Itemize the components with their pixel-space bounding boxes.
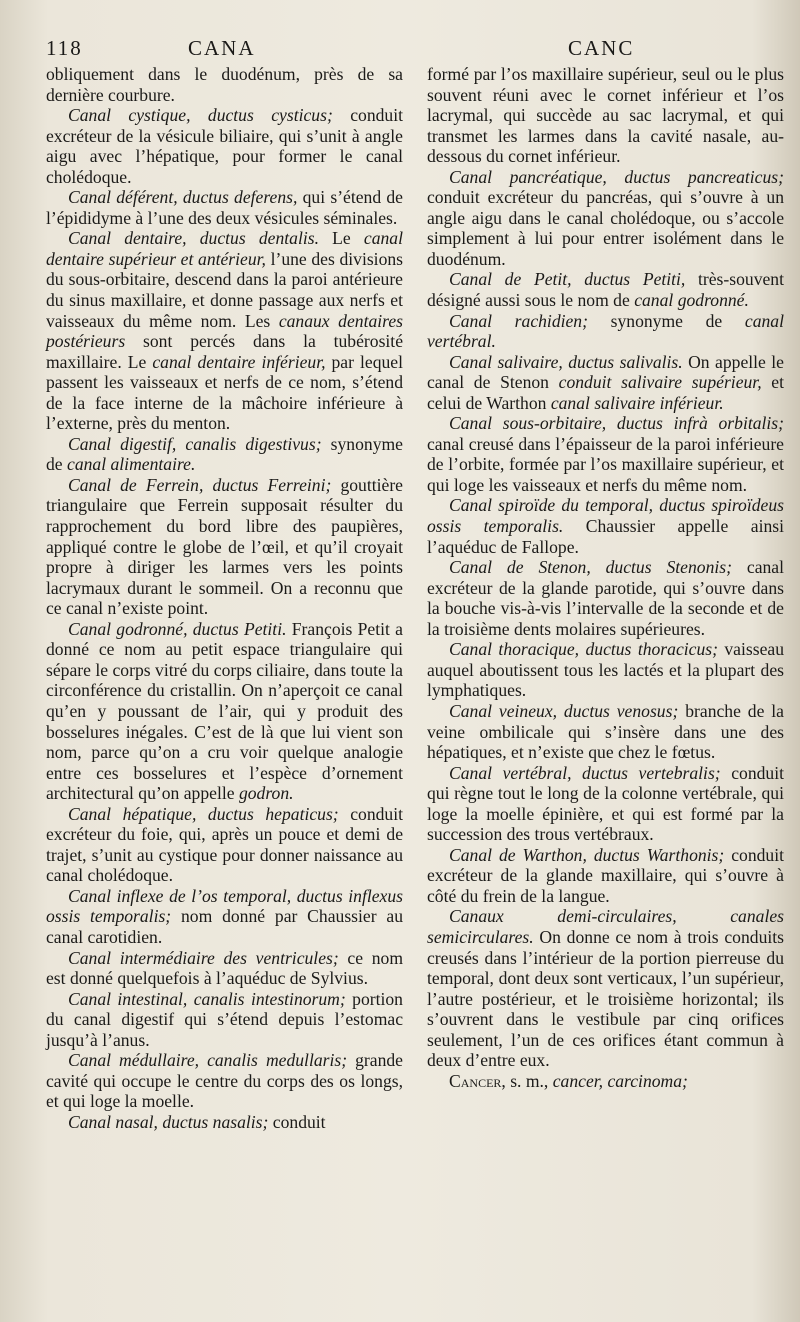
dictionary-entry: Canal hépatique, ductus hepaticus; conduit excréteur du foie, qui, après un pouce et demi de trajet, s’unit au cystique pour donner naissance au canal cholédoque. (46, 803, 403, 886)
dictionary-entry: Canal salivaire, ductus salivalis. On appelle le canal de Stenon conduit salivaire supérieur, et celui de Warthon canal salivaire inférieur. (427, 351, 784, 413)
dictionary-entry: Canal veineux, ductus venosus; branche de la veine ombilicale qui s’insère dans une des hépatiques, et n’existe que chez le fœtus. (427, 700, 784, 763)
dictionary-entry: Canal de Stenon, ductus Stenonis; canal excréteur de la glande parotide, qui s’ouvre dans la bouche vis-à-vis l’intervalle de la seconde et de la troisième dents molaires supérieures. (427, 557, 784, 639)
dictionary-entry: Canal inflexe de l’os temporal, ductus inflexus ossis temporalis; nom donné par Chaussier au canal carotidien. (46, 885, 403, 947)
continued-entry: formé par l’os maxillaire supérieur, seul ou le plus souvent réuni avec le cornet inférieur et l’os lacrymal, qui succède au sac lacrymal, et qui transmet les larmes dans la cavité nasale, au-dessous du cornet inférieur. (427, 64, 784, 167)
dictionary-entry: Canal de Warthon, ductus Warthonis; conduit excréteur de la glande maxillaire, qui s’ouvre à côté du frein de la langue. (427, 844, 784, 906)
dictionary-entry: Canal godronné, ductus Petiti. François Petit a donné ce nom au petit espace triangulaire qui sépare le corps vitré du corps ciliaire, dans toute la circonférence du cristallin. On n’aperçoit ce canal qu’en y poussant de l’air, qui y produit des bosselures inégales. C’est de là que lui vient son nom, parce qu’on a cru voir quelque analogie entre ces bosselures et l’espèce d’ornement architectural qu’on appelle godron. (46, 618, 403, 804)
dictionary-entry: Canal dentaire, ductus dentalis. Le canal dentaire supérieur et antérieur, l’une des divisions du sous-orbitaire, descend dans la paroi antérieure du sinus maxillaire, et donne passage aux nerfs et vaisseaux du même nom. Les canaux dentaires postérieurs sont percés dans la tubérosité maxillaire. Le canal dentaire inférieur, par lequel passent les vaisseaux et nerfs de ce nom, s’étend de la face interne de la mâchoire inférieure à l’externe, près du menton. (46, 228, 404, 434)
dictionary-entry: Canal sous-orbitaire, ductus infrà orbitalis; canal creusé dans l’épaisseur de la paroi inférieure de l’orbite, formée par l’os maxillaire supérieur, et qui loge les vaisseaux et nerfs du même nom. (427, 413, 784, 495)
dictionary-entry: Canal déférent, ductus deferens, qui s’étend de l’épididyme à l’une des deux vésicules séminales. (46, 187, 403, 228)
dictionary-entry: Canal intermédiaire des ventricules; ce nom est donné quelquefois à l’aquéduc de Sylvius. (46, 947, 403, 989)
dictionary-entry: Canal vertébral, ductus vertebralis; conduit qui règne tout le long de la colonne vertébrale, qui loge la moelle épinière, et qui est formé par la succession des trous vertébraux. (427, 762, 785, 845)
dictionary-entry: Canal de Ferrein, ductus Ferreini; gouttière triangulaire que Ferrein supposait résulter du rapprochement du bord libre des paupières, appliqué contre le globe de l’œil, et qu’il croyait propre à diriger les larmes vers les points lacrymaux durant le sommeil. On a reconnu que ce canal n’existe point. (46, 474, 403, 619)
left-running-head: CANA (188, 36, 256, 60)
right-running-head: CANC (568, 36, 635, 60)
dictionary-entry: Canal thoracique, ductus thoracicus; vaisseau auquel aboutissent tous les lactés et la plupart des lymphatiques. (427, 639, 784, 701)
dictionary-entry: Canal pancréatique, ductus pancreaticus; conduit excréteur du pancréas, qui s’ouvre à un angle aigu dans le canal cholédoque, ou s’accole simplement à lui pour entrer isolément dans le duodénum. (427, 166, 784, 269)
dictionary-entry: Canal de Petit, ductus Petiti, très-souvent désigné aussi sous le nom de canal godronné. (427, 269, 784, 311)
dictionary-entry: Canal rachidien; synonyme de canal vertébral. (427, 310, 784, 352)
dictionary-entry: Canal intestinal, canalis intestinorum; portion du canal digestif qui s’étend depuis l’estomac jusqu’à l’anus. (46, 988, 403, 1050)
dictionary-entry: Canal cystique, ductus cysticus; conduit excréteur de la vésicule biliaire, qui s’unit à angle aigu avec l’hépatique, pour former le canal cholédoque. (46, 105, 403, 187)
dictionary-entry: Canal digestif, canalis digestivus; synonyme de canal alimentaire. (46, 433, 403, 475)
right-column (427, 64, 784, 1091)
running-header (0, 36, 800, 66)
page-number: 118 (46, 36, 83, 60)
dictionary-entry: Canaux demi-circulaires, canales semicirculares. On donne ce nom à trois conduits creusés dans l’intérieur de la portion pierreuse du temporal, dont deux sont verticaux, l’un supérieur, l’autre postérieur, et le troisième horizontal; ils s’ouvrent dans le vestibule par cinq orifices seulement, l’un de ces orifices étant commun à deux d’entre eux. (427, 906, 784, 1071)
dictionary-entry: Cancer, s. m., cancer, carcinoma; (449, 1070, 688, 1091)
dictionary-entry: Canal spiroïde du temporal, ductus spiroïdeus ossis temporalis. Chaussier appelle ainsi l’aquéduc de Fallope. (427, 495, 784, 557)
dictionary-entry: Canal nasal, ductus nasalis; conduit (68, 1111, 326, 1132)
continued-entry: obliquement dans le duodénum, près de sa dernière courbure. (46, 64, 403, 105)
left-column (46, 64, 403, 1132)
dictionary-entry: Canal médullaire, canalis medullaris; grande cavité qui occupe le centre du corps des os longs, et qui loge la moelle. (46, 1050, 403, 1112)
